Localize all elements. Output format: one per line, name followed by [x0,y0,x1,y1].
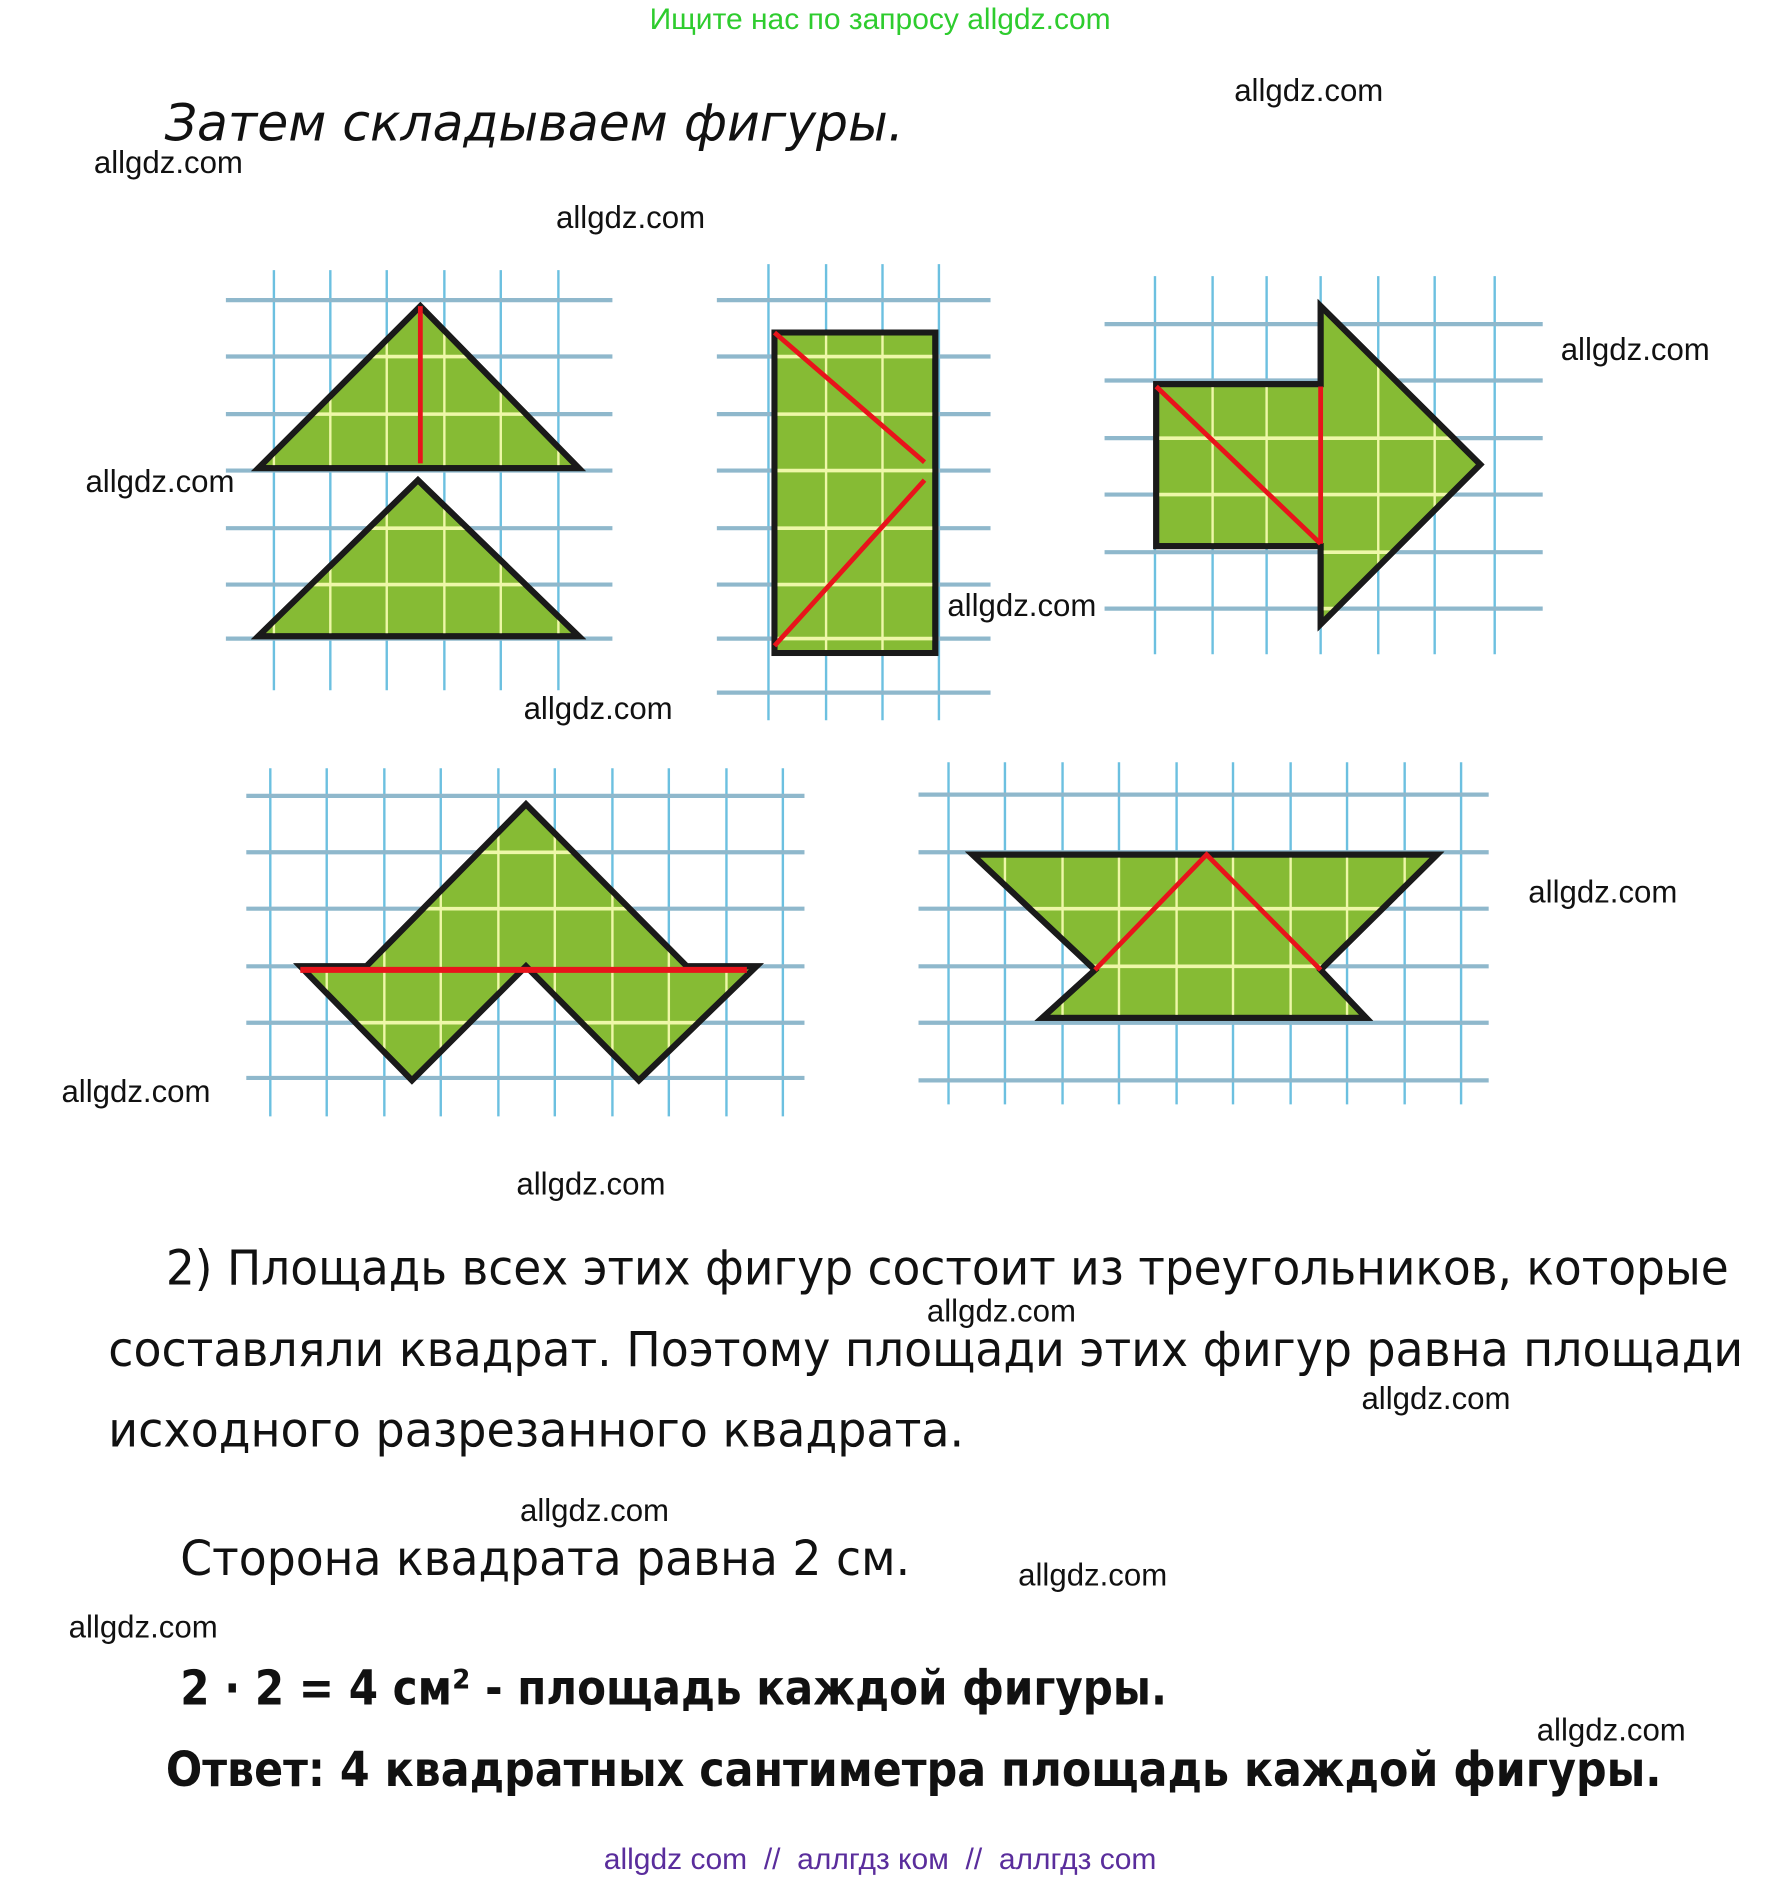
heading: Затем складываем фигуры. [164,93,904,153]
answer: Ответ: 4 квадратных сантиметра площадь каждой фигуры. [165,1742,1662,1799]
paragraph-line: 2) Площадь всех этих фигур состоит из треугольников, которые [165,1240,1729,1297]
watermark: allgdz.com [519,1492,670,1528]
watermark: allgdz.com [523,691,673,727]
calculation: 2 · 2 = 4 см² - площадь каждой фигуры. [180,1660,1167,1717]
watermark: allgdz.com [68,1609,218,1645]
side-length: Сторона квадрата равна 2 см. [180,1530,911,1587]
watermark: allgdz.com [85,464,235,500]
paragraph-line: исходного разрезанного квадрата. [108,1402,965,1459]
watermark: allgdz.com [1234,72,1384,108]
watermark: allgdz.com [555,200,706,236]
hourglass-shape [973,855,1438,1018]
search-banner[interactable]: Ищите нас по запросу allgdz.com [649,2,1111,36]
watermark: allgdz.com [93,144,243,180]
triangle-bottom [258,480,579,636]
footer-links[interactable]: allgdz com // аллгдз ком // аллгдз com [603,1842,1157,1876]
watermark: allgdz.com [1560,332,1710,368]
watermark: allgdz.com [61,1073,211,1109]
watermark: allgdz.com [947,587,1097,623]
watermark: allgdz.com [1528,874,1678,910]
watermark: allgdz.com [1361,1381,1511,1417]
watermark: allgdz.com [1536,1712,1686,1748]
watermark: allgdz.com [516,1166,666,1202]
paragraph-line: составляли квадрат. Поэтому площади этих фигур равна площади [108,1322,1744,1379]
watermark: allgdz.com [926,1293,1076,1329]
watermark: allgdz.com [1018,1557,1168,1593]
